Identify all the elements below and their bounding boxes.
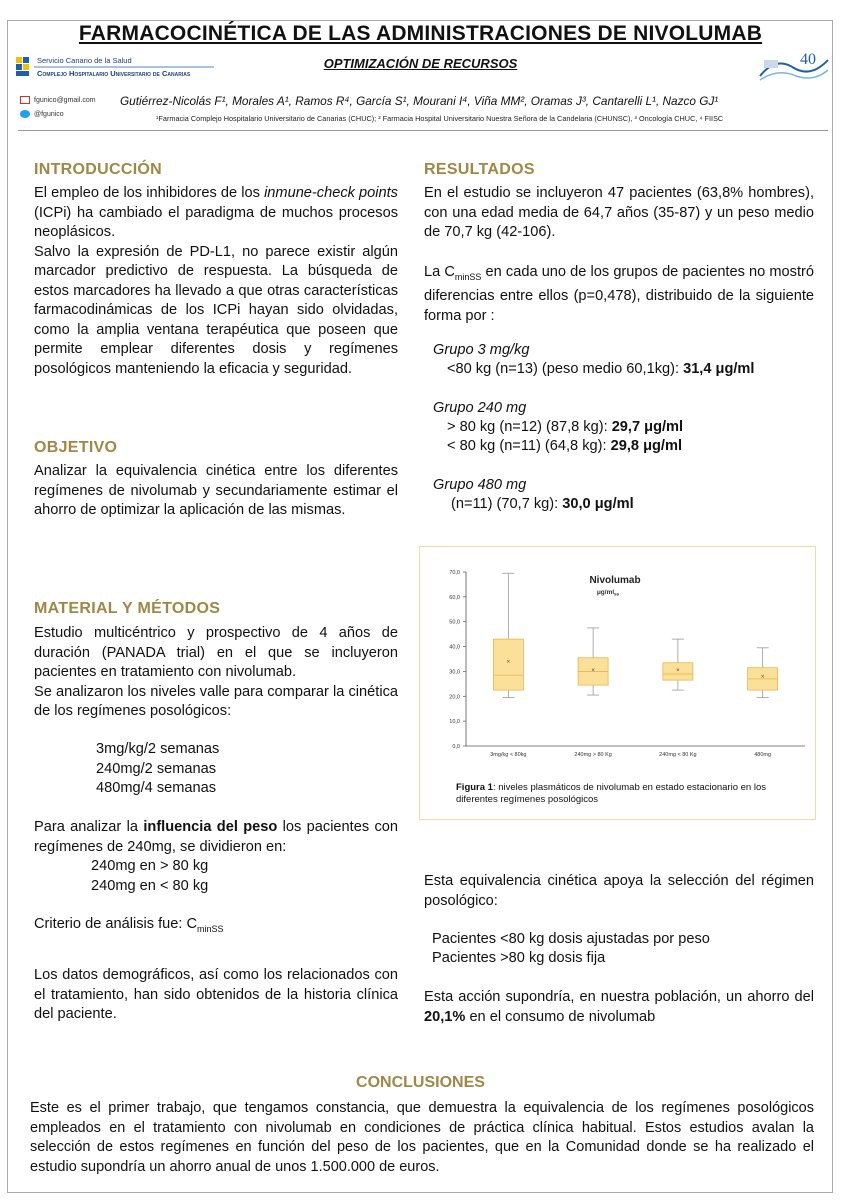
x-tick-label: 240mg > 80 Kg <box>574 752 612 758</box>
p2-a: La C <box>424 264 455 280</box>
mean-marker: × <box>506 659 511 666</box>
email-text: fgunico@gmail.com <box>34 96 96 104</box>
logo-line-2: Complejo Hospitalario Universitario de Canarias <box>37 69 191 78</box>
poster-title: FARMACOCINÉTICA DE LAS ADMINISTRACIONES DE NIVOLUMAB <box>78 22 763 45</box>
peso-group-item: 240mg en < 80 kg <box>91 877 209 894</box>
g2-v2: 29,8 μg/ml <box>610 438 682 454</box>
dosis-fija: Pacientes >80 kg dosis fija <box>432 950 606 966</box>
g2-v1: 29,7 μg/ml <box>611 419 684 435</box>
email-contact <box>20 96 96 104</box>
criterio-label: Criterio de análisis fue: C <box>34 916 198 932</box>
metodos-p2: Se analizaron los niveles valle para comparar la cinética de los regímenes posológicos: <box>34 683 398 719</box>
peso-text <box>34 818 398 857</box>
regimen-item: 240mg/2 semanas <box>96 760 217 777</box>
p2-sub: minSS <box>454 271 482 282</box>
equivalencia-text: Esta equivalencia cinética apoya la selección del régimen posológico: <box>424 873 814 909</box>
y-tick-label: 20,0 <box>449 694 460 701</box>
criterio-text <box>34 915 224 939</box>
intro-p1-a: El empleo de los inhibidores de los <box>34 185 265 201</box>
grupo3-title: Grupo 480 mg <box>433 477 527 493</box>
boxplot-chart <box>420 547 815 777</box>
mean-marker: × <box>676 668 680 675</box>
grupo2-line2 <box>447 437 682 457</box>
x-tick-label: 3mg/kg < 80kg <box>490 752 527 758</box>
metodos-p1: Estudio multicéntrico y prospectivo de 4 años de duración (PANADA trial) en el que se incluyeron pacientes en tratamiento con nivolumab. <box>34 625 398 680</box>
y-tick-label: 10,0 <box>449 719 460 726</box>
intro-p2: Salvo la expresión de PD-L1, no parece existir algún marcador predictivo de respuesta. La búsqueda de estos marcadores ha llevado a que otras características farmacodinámicas de los ICPi hayan sido olvidadas, como la amplia ventana terapéutica que poseen que permite emplear diferentes dosis y regímenes posológicos manteniendo la eficacia y seguridad. <box>34 243 398 377</box>
grupo3-line <box>451 495 634 515</box>
g3-l1: (n=11) (70,7 kg): <box>451 496 563 512</box>
peso-group-item: 240mg en > 80 kg <box>91 858 209 874</box>
chart-subtitle-sub: ss <box>614 591 620 597</box>
resultados-title: RESULTADOS <box>424 161 535 178</box>
x-tick-label: 240mg < 80 Kg <box>659 752 697 758</box>
resultados-p2 <box>424 263 814 326</box>
g1-v1: 31,4 μg/ml <box>683 361 755 377</box>
gmail-icon <box>20 96 30 104</box>
twitter-text: @fgunico <box>34 110 64 118</box>
y-tick-label: 40,0 <box>449 644 460 651</box>
g1-l1: <80 kg (n=13) (peso medio 60,1kg): <box>447 361 684 377</box>
mean-marker: × <box>591 668 595 675</box>
ahorro-c: en el consumo de nivolumab <box>465 1008 656 1025</box>
poster-subtitle: OPTIMIZACIÓN DE RECURSOS <box>323 56 518 71</box>
chart-subtitle <box>597 589 620 597</box>
twitter-contact <box>20 110 64 118</box>
ahorro-b: 20,1% <box>424 1008 466 1025</box>
chart-title: Nivolumab <box>589 575 641 586</box>
mean-marker: × <box>760 674 765 681</box>
peso-b: influencia del peso <box>143 819 278 835</box>
svg-text:40: 40 <box>800 51 816 68</box>
regimen-item: 3mg/kg/2 semanas <box>96 741 220 757</box>
dosis-ajustada: Pacientes <80 kg dosis ajustadas por peso <box>432 931 710 947</box>
authors: Gutiérrez-Nicolás F¹, Morales A¹, Ramos R⁴, García S¹, Mourani I⁴, Viña MM², Oramas J³, Cantarelli L¹, Nazco GJ¹ <box>120 94 719 108</box>
datos-text: Los datos demográficos, así como los relacionados con el tratamiento, han sido obtenidos de la historia clínica del paciente. <box>34 967 398 1022</box>
regimen-item: 480mg/4 semanas <box>96 780 217 796</box>
figure-1-box <box>419 546 816 820</box>
x-tick-label: 480mg <box>754 752 772 758</box>
g2-l2: < 80 kg (n=11) (64,8 kg): <box>447 438 611 454</box>
resultados-p1: En el estudio se incluyeron 47 pacientes (63,8% hombres), con una edad media de 64,7 años (35-87) y un peso medio de 70,7 kg (42-106). <box>424 185 814 240</box>
header-divider <box>18 130 828 131</box>
intro-p1-b: (ICPi) ha cambiado el paradigma de muchos procesos neoplásicos. <box>34 204 398 240</box>
ahorro-a: Esta acción supondría, en nuestra población, un ahorro del <box>424 989 814 1005</box>
y-tick-label: 0,0 <box>452 744 460 750</box>
intro-p1-em: inmune-check points <box>264 185 398 201</box>
grupo1-title: Grupo 3 mg/kg <box>433 342 530 358</box>
affiliations: ¹Farmacia Complejo Hospitalario Universitario de Canarias (CHUC); ² Farmacia Hospital Universitario Nuestra Señora de la Candelaria (CHUNSC), ³ Oncología CHUC, ⁴ FIISC <box>156 114 724 123</box>
conclusiones-title: CONCLUSIONES <box>356 1074 485 1091</box>
objetivo-text: Analizar la equivalencia cinética entre los diferentes regímenes de nivolumab y secundariamente estimar el ahorro de optimizar la aplicación de las mismas. <box>34 463 398 518</box>
metodos-text <box>34 624 398 722</box>
g2-l1: > 80 kg (n=12) (87,8 kg): <box>447 419 612 435</box>
caption-text: : niveles plasmáticos de nivolumab en estado estacionario en los diferentes regímenes posológicos <box>456 782 766 805</box>
chart-subtitle-main: μg/ml <box>596 589 615 596</box>
regimen-list <box>96 740 219 799</box>
intro-text <box>34 184 398 379</box>
twitter-icon <box>20 110 30 118</box>
conclusiones-text: Este es el primer trabajo, que tengamos constancia, que demuestra la equivalencia de los regímenes posológicos empleados en el tratamiento con nivolumab en condiciones de práctica clínica habitual. Estos estudios avalan la selección de estos regímenes en función del peso de los pacientes, que en la Comunidad donde se ha realizado el estudio supondría un ahorro anual de unos 1.500.000 de euros. <box>30 1100 814 1175</box>
peso-c: los pacientes con regímenes de 240mg, se dividieron en: <box>34 819 399 855</box>
g3-v1: 30,0 μg/ml <box>562 496 634 512</box>
logo-line-1: Servicio Canario de la Salud <box>37 56 132 65</box>
peso-groups <box>91 857 208 896</box>
caption-bold: Figura 1 <box>456 782 493 793</box>
grupo2-line1 <box>447 418 683 438</box>
metodos-title: MATERIAL Y MÉTODOS <box>34 600 221 617</box>
grupo2-title: Grupo 240 mg <box>433 400 527 416</box>
figure-caption <box>456 782 806 806</box>
ahorro-text <box>424 988 814 1027</box>
y-tick-label: 60,0 <box>449 594 460 601</box>
intro-title: INTRODUCCIÓN <box>34 161 163 178</box>
criterio-sub: minSS <box>197 923 224 934</box>
grupo1-line <box>447 360 754 380</box>
y-tick-label: 70,0 <box>449 570 460 576</box>
y-tick-label: 30,0 <box>449 669 460 676</box>
peso-a: Para analizar la <box>34 819 144 835</box>
p2-b: en cada uno de los grupos de pacientes no mostró diferencias entre ellos (p=0,478), distribuido de la siguiente forma por : <box>424 264 814 324</box>
objetivo-title: OBJETIVO <box>34 439 118 456</box>
anniversary-logo <box>756 46 832 84</box>
y-tick-label: 50,0 <box>449 619 460 626</box>
